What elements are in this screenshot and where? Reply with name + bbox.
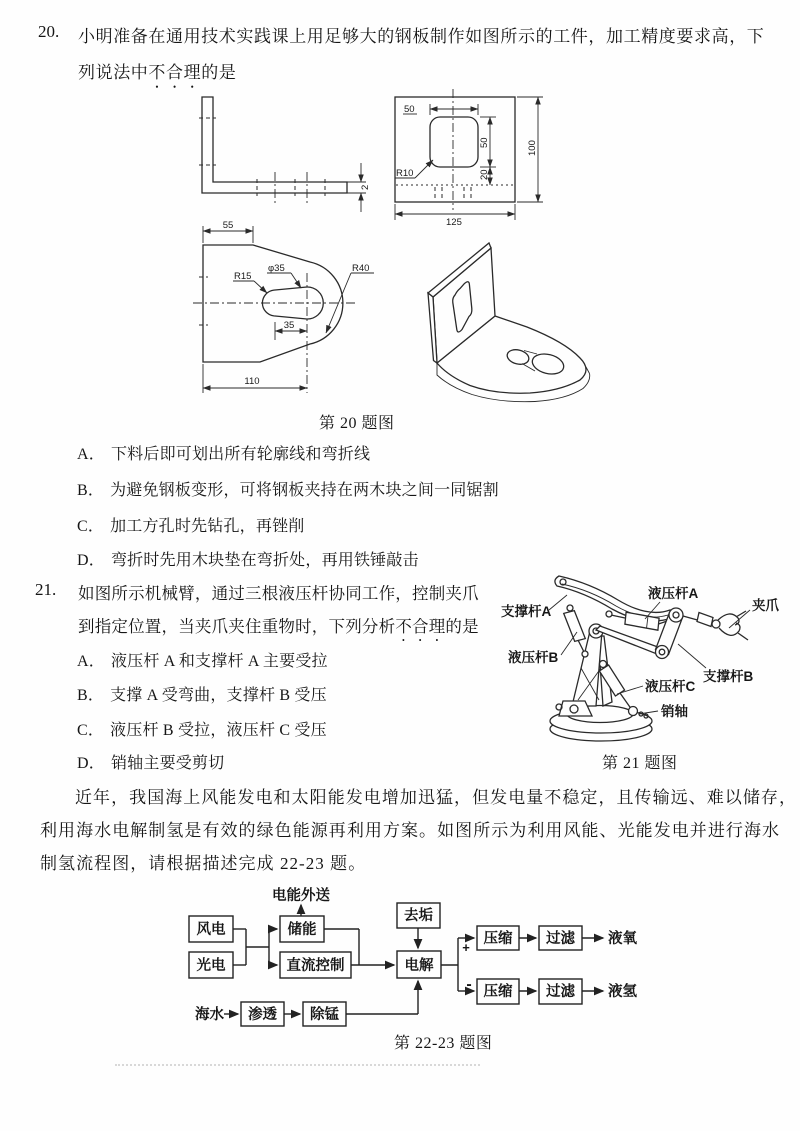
scan-artifact-dots	[115, 1064, 480, 1066]
q20-stem-line2: 列说法中不合理的是	[78, 63, 237, 82]
flow-node-osmosis: 渗透	[248, 1007, 277, 1023]
flow-node-dc-control: 直流控制	[286, 958, 345, 974]
dim-plate-height: 100	[527, 140, 538, 156]
flow-node-electrolysis: 电解	[404, 958, 434, 974]
dim-hole-dia: φ35	[268, 263, 285, 274]
dim-thickness: 2	[360, 184, 371, 190]
flow-node-wind: 风电	[196, 922, 226, 938]
q20-option-a: A． 下料后即可划出所有轮廓线和弯折线	[77, 446, 371, 463]
flow-node-compress-top: 压缩	[483, 931, 513, 947]
dim-slot-centers: 35	[283, 320, 295, 331]
label-hydraulic-b: 液压杆B	[508, 650, 559, 665]
q20-stem-line1: 小明准备在通用技术实践课上用足够大的钢板制作如图所示的工件，加工精度要求高，下	[78, 27, 765, 46]
q21-figure-caption: 第 21 题图	[602, 755, 678, 772]
dim-slot-radius: R15	[234, 271, 252, 282]
q21-option-b: B． 支撑 A 受弯曲，支撑杆 B 受压	[77, 687, 327, 704]
q21-option-a: A． 液压杆 A 和支撑杆 A 主要受拉	[77, 653, 328, 670]
hydrogen-flowchart	[170, 882, 670, 1032]
dim-top-width: 55	[222, 220, 234, 231]
flow-label-lox: 液氧	[608, 931, 637, 947]
q21-stem-line2: 到指定位置，当夹爪夹住重物时，下列分析不合理的是	[78, 617, 479, 636]
label-support-b: 支撑杆B	[703, 669, 754, 684]
flow-node-compress-bottom: 压缩	[483, 984, 513, 1000]
arm-hydraulic-b-cylinder	[564, 605, 588, 657]
flow-label-plus: +	[462, 940, 470, 955]
flow-node-descale: 去垢	[404, 908, 433, 924]
passage-line2: 利用海水电解制氢是有效的绿色能源再利用方案。如图所示为利用风能、光能发电并进行海水	[40, 821, 781, 840]
flow-node-filter-top: 过滤	[546, 931, 575, 947]
flow-label-lh2: 液氢	[608, 984, 637, 1000]
flow-node-store: 储能	[287, 922, 317, 938]
flow-label-seawater: 海水	[195, 1007, 224, 1023]
passage-line1: 近年，我国海上风能发电和太阳能发电增加迅猛，但发电量不稳定，且传输远、难以储存，	[75, 788, 797, 807]
label-pin: 销轴	[661, 704, 688, 719]
q20-emphasis: 不合理	[148, 63, 202, 82]
dim-hole-height: 50	[479, 137, 490, 148]
label-hydraulic-a: 液压杆A	[648, 586, 699, 601]
q20-option-c: C． 加工方孔时先钻孔，再锉削	[77, 518, 305, 535]
dim-base-width: 110	[244, 376, 260, 387]
dim-corner-radius: R10	[396, 168, 414, 179]
flow-label-minus: -	[466, 976, 472, 993]
isometric-view	[428, 243, 590, 402]
q20-technical-drawing	[140, 85, 630, 415]
flow-label-export: 电能外送	[272, 888, 330, 904]
dim-hole-width: 50	[404, 104, 415, 115]
q20-number: 20.	[38, 22, 60, 41]
q21-option-c: C． 液压杆 B 受拉，液压杆 C 受压	[77, 722, 327, 739]
dim-plate-width: 125	[446, 217, 462, 228]
flow-node-demanganese: 除锰	[310, 1007, 339, 1023]
q21-number: 21.	[35, 580, 57, 599]
q20-figure-caption: 第 20 题图	[319, 415, 395, 432]
label-support-a: 支撑杆A	[501, 604, 552, 619]
front-view	[193, 220, 374, 393]
dim-hole-offset: 20	[479, 169, 490, 180]
arm-gripper	[683, 611, 748, 640]
flow-node-solar: 光电	[196, 958, 226, 974]
q21-emphasis: 不合理	[395, 617, 446, 636]
plan-view	[395, 89, 543, 228]
q20-option-b: B． 为避免钢板变形，可将钢板夹持在两木块之间一同锯割	[77, 482, 499, 499]
flow-node-filter-bottom: 过滤	[546, 984, 575, 1000]
q21-mechanical-arm-figure	[480, 573, 800, 773]
dim-big-radius: R40	[352, 263, 370, 274]
q20-option-d: D． 弯折时先用木块垫在弯折处，再用铁锤敲击	[77, 552, 419, 569]
label-hydraulic-c: 液压杆C	[645, 679, 696, 694]
label-gripper: 夹爪	[752, 598, 779, 613]
side-view-l-profile	[199, 97, 371, 212]
passage-line3: 制氢流程图，请根据描述完成 22-23 题。	[40, 854, 367, 873]
q21-stem-line1: 如图所示机械臂，通过三根液压杆协同工作，控制夹爪	[78, 584, 479, 603]
flowchart-caption: 第 22-23 题图	[394, 1035, 493, 1052]
q21-option-d: D． 销轴主要受剪切	[77, 755, 225, 772]
